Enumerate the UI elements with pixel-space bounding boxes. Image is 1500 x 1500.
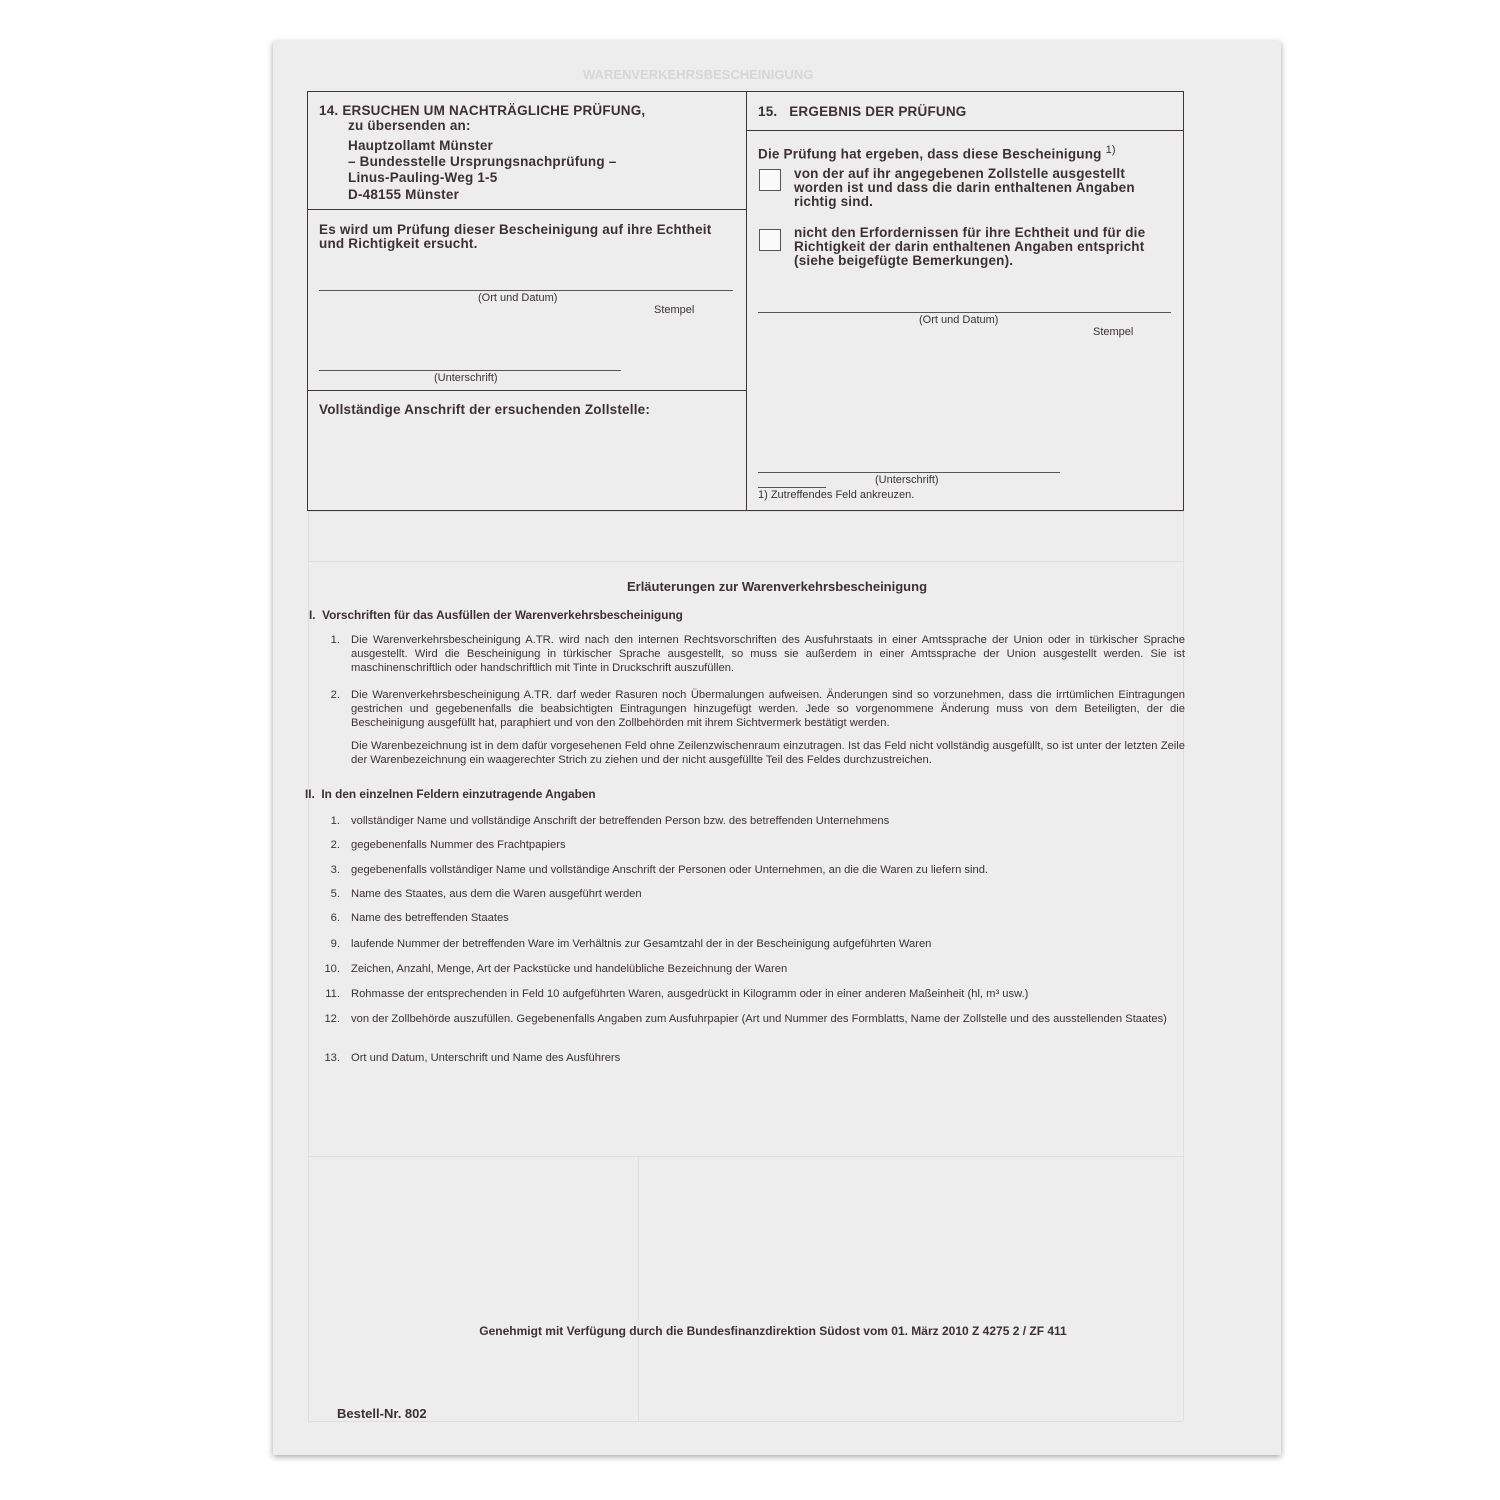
request-text-line2: und Richtigkeit ersucht. (319, 236, 478, 251)
item-text: Name des Staates, aus dem die Waren ausgeführt werden (351, 888, 642, 900)
item-number: 11. (325, 988, 340, 1000)
section-1-title: I. Vorschriften für das Ausfüllen der Warenverkehrsbescheinigung (309, 608, 683, 622)
option-2-line: (siehe beigefügte Bemerkungen). (794, 253, 1014, 268)
place-date-line[interactable] (758, 312, 1171, 313)
box-14 (307, 91, 747, 511)
section-2-title: II. In den einzelnen Feldern einzutragende Angaben (305, 787, 596, 801)
show-through-line (308, 561, 1183, 562)
item-text: von der Zollbehörde auszufüllen. Gegebenenfalls Angaben zum Ausfuhrpapier (Art und Nummer des Formblatts, Name der Zollstelle und des ausstellenden Staates) (351, 1013, 1167, 1025)
footnote-rule (758, 487, 826, 488)
option-1-text (794, 167, 1172, 209)
stamp-label: Stempel (1093, 326, 1134, 338)
item-number: 2. (330, 839, 340, 851)
place-date-label: (Ort und Datum) (919, 314, 999, 326)
footnote-mark: 1) (1105, 144, 1116, 156)
item-number: 10. (324, 963, 340, 975)
option-1-checkbox[interactable] (759, 169, 781, 191)
option-2-line: Richtigkeit der darin enthaltenen Angaben entspricht (794, 239, 1145, 254)
item-number: 5. (330, 888, 340, 900)
address-line: Linus-Pauling-Weg 1-5 (348, 170, 498, 185)
item-number: 2. (330, 689, 340, 701)
stamp-label: Stempel (654, 304, 695, 316)
result-intro (758, 144, 1116, 162)
item-number: 6. (330, 912, 340, 924)
notes-title: Erläuterungen zur Warenverkehrsbescheinigung (626, 579, 928, 594)
option-2-text (794, 226, 1172, 268)
item-text: Die Warenverkehrsbescheinigung A.TR. wird nach den internen Rechtsvorschriften des Ausfuhrstaats in einer Amtssprache der Union oder in türkischer Sprache ausgestellt. Wird die Bescheinigung in türkischer Sprache ausgestellt, so muss sie außerdem in einer Amtssprache der Union ausgestellt werden. Sie ist maschinenschriftlich oder handschriftlich mit Tinte in Druckschrift auszufüllen. (351, 634, 1185, 674)
item-text: gegebenenfalls vollständiger Name und vollständige Anschrift der Personen oder Unternehmen, an die die Waren zu liefern sind. (351, 864, 989, 876)
form-sheet (273, 41, 1281, 1455)
option-1-line: richtig sind. (794, 194, 874, 209)
item-text: Ort und Datum, Unterschrift und Name des Ausführers (351, 1052, 621, 1064)
item-text: Die Warenverkehrsbescheinigung A.TR. darf weder Rasuren noch Übermalungen aufweisen. Änderungen sind so vorzunehmen, dass die irrtümlichen Eintragungen gestrichen und gegebenenfalls die beabsichtigten Eintragungen hinzugefügt werden. Jede so vorgenommene Änderung muss von dem Beteiligten, der die Bescheinigung ausgefüllt hat, paraphiert und von den Zollbehörden mit ihrem Sichtvermerk bestätigt werden. (351, 689, 1185, 729)
item-number: 12. (324, 1013, 340, 1025)
item-number: 9. (330, 938, 340, 950)
option-2-line: nicht den Erfordernissen für ihre Echtheit und für die (794, 225, 1146, 240)
approval-note: Genehmigt mit Verfügung durch die Bundesfinanzdirektion Südost vom 01. März 2010 Z 4275 2 / ZF 411 (479, 1324, 1067, 1338)
show-through-title: WARENVERKEHRSBESCHEINIGUNG (583, 67, 814, 82)
item-number: 1. (330, 634, 340, 646)
show-through-line (308, 1156, 1183, 1157)
show-through-line (308, 511, 1183, 512)
show-through-line (308, 1421, 1183, 1422)
item-number: 1. (330, 815, 340, 827)
option-1-line: von der auf ihr angegebenen Zollstelle ausgestellt (794, 166, 1126, 181)
box-15-heading: 15. ERGEBNIS DER PRÜFUNG (758, 104, 967, 119)
item-text: Rohmasse der entsprechenden in Feld 10 aufgeführten Waren, ausgedrückt in Kilogramm oder in einer anderen Maßeinheit (hl, m³ usw.) (351, 988, 1029, 1000)
divider (308, 390, 746, 391)
item-number: 3. (330, 864, 340, 876)
address-line: D-48155 Münster (348, 187, 460, 202)
option-2-checkbox[interactable] (759, 229, 781, 251)
order-number: Bestell-Nr. 802 (337, 1406, 427, 1421)
request-text-line1: Es wird um Prüfung dieser Bescheinigung auf ihre Echtheit (319, 222, 712, 237)
signature-line[interactable] (319, 370, 621, 371)
item-text: laufende Nummer der betreffenden Ware im Verhältnis zur Gesamtzahl der in der Bescheinigung aufgeführten Waren (351, 938, 932, 950)
box-15 (746, 91, 1184, 511)
result-intro-text: Die Prüfung hat ergeben, dass diese Bescheinigung (758, 146, 1102, 162)
item-text: vollständiger Name und vollständige Anschrift der betreffenden Person bzw. des betreffenden Unternehmens (351, 815, 890, 827)
address-line: – Bundesstelle Ursprungsnachprüfung – (348, 154, 617, 169)
requesting-office-address-label: Vollständige Anschrift der ersuchenden Zollstelle: (319, 402, 651, 417)
item-text: gegebenenfalls Nummer des Frachtpapiers (351, 839, 566, 851)
divider (747, 130, 1183, 131)
place-date-line[interactable] (319, 290, 733, 291)
signature-label: (Unterschrift) (434, 372, 498, 384)
item-text: Zeichen, Anzahl, Menge, Art der Packstücke und handelübliche Bezeichnung der Waren (351, 963, 788, 975)
divider (308, 209, 746, 210)
show-through-line (638, 1156, 639, 1421)
signature-label: (Unterschrift) (875, 474, 939, 486)
footnote: 1) Zutreffendes Feld ankreuzen. (758, 489, 915, 501)
place-date-label: (Ort und Datum) (478, 292, 558, 304)
item-number: 13. (324, 1052, 340, 1064)
option-1-line: worden ist und dass die darin enthaltenen Angaben (794, 180, 1135, 195)
box-14-subheading: zu übersenden an: (348, 118, 471, 133)
item-text: Name des betreffenden Staates (351, 912, 509, 924)
signature-line[interactable] (758, 472, 1060, 473)
box-14-heading: 14. ERSUCHEN UM NACHTRÄGLICHE PRÜFUNG, (319, 103, 646, 118)
address-line: Hauptzollamt Münster (348, 138, 494, 153)
paragraph-text: Die Warenbezeichnung ist in dem dafür vorgesehenen Feld ohne Zeilenzwischenraum einzutragen. Ist das Feld nicht vollständig ausgefüllt, so ist unter der letzten Zeile der Warenbezeichnung ein waagerechter Strich zu ziehen und der nicht ausgefüllte Teil des Feldes durchzustreichen. (351, 740, 1185, 766)
